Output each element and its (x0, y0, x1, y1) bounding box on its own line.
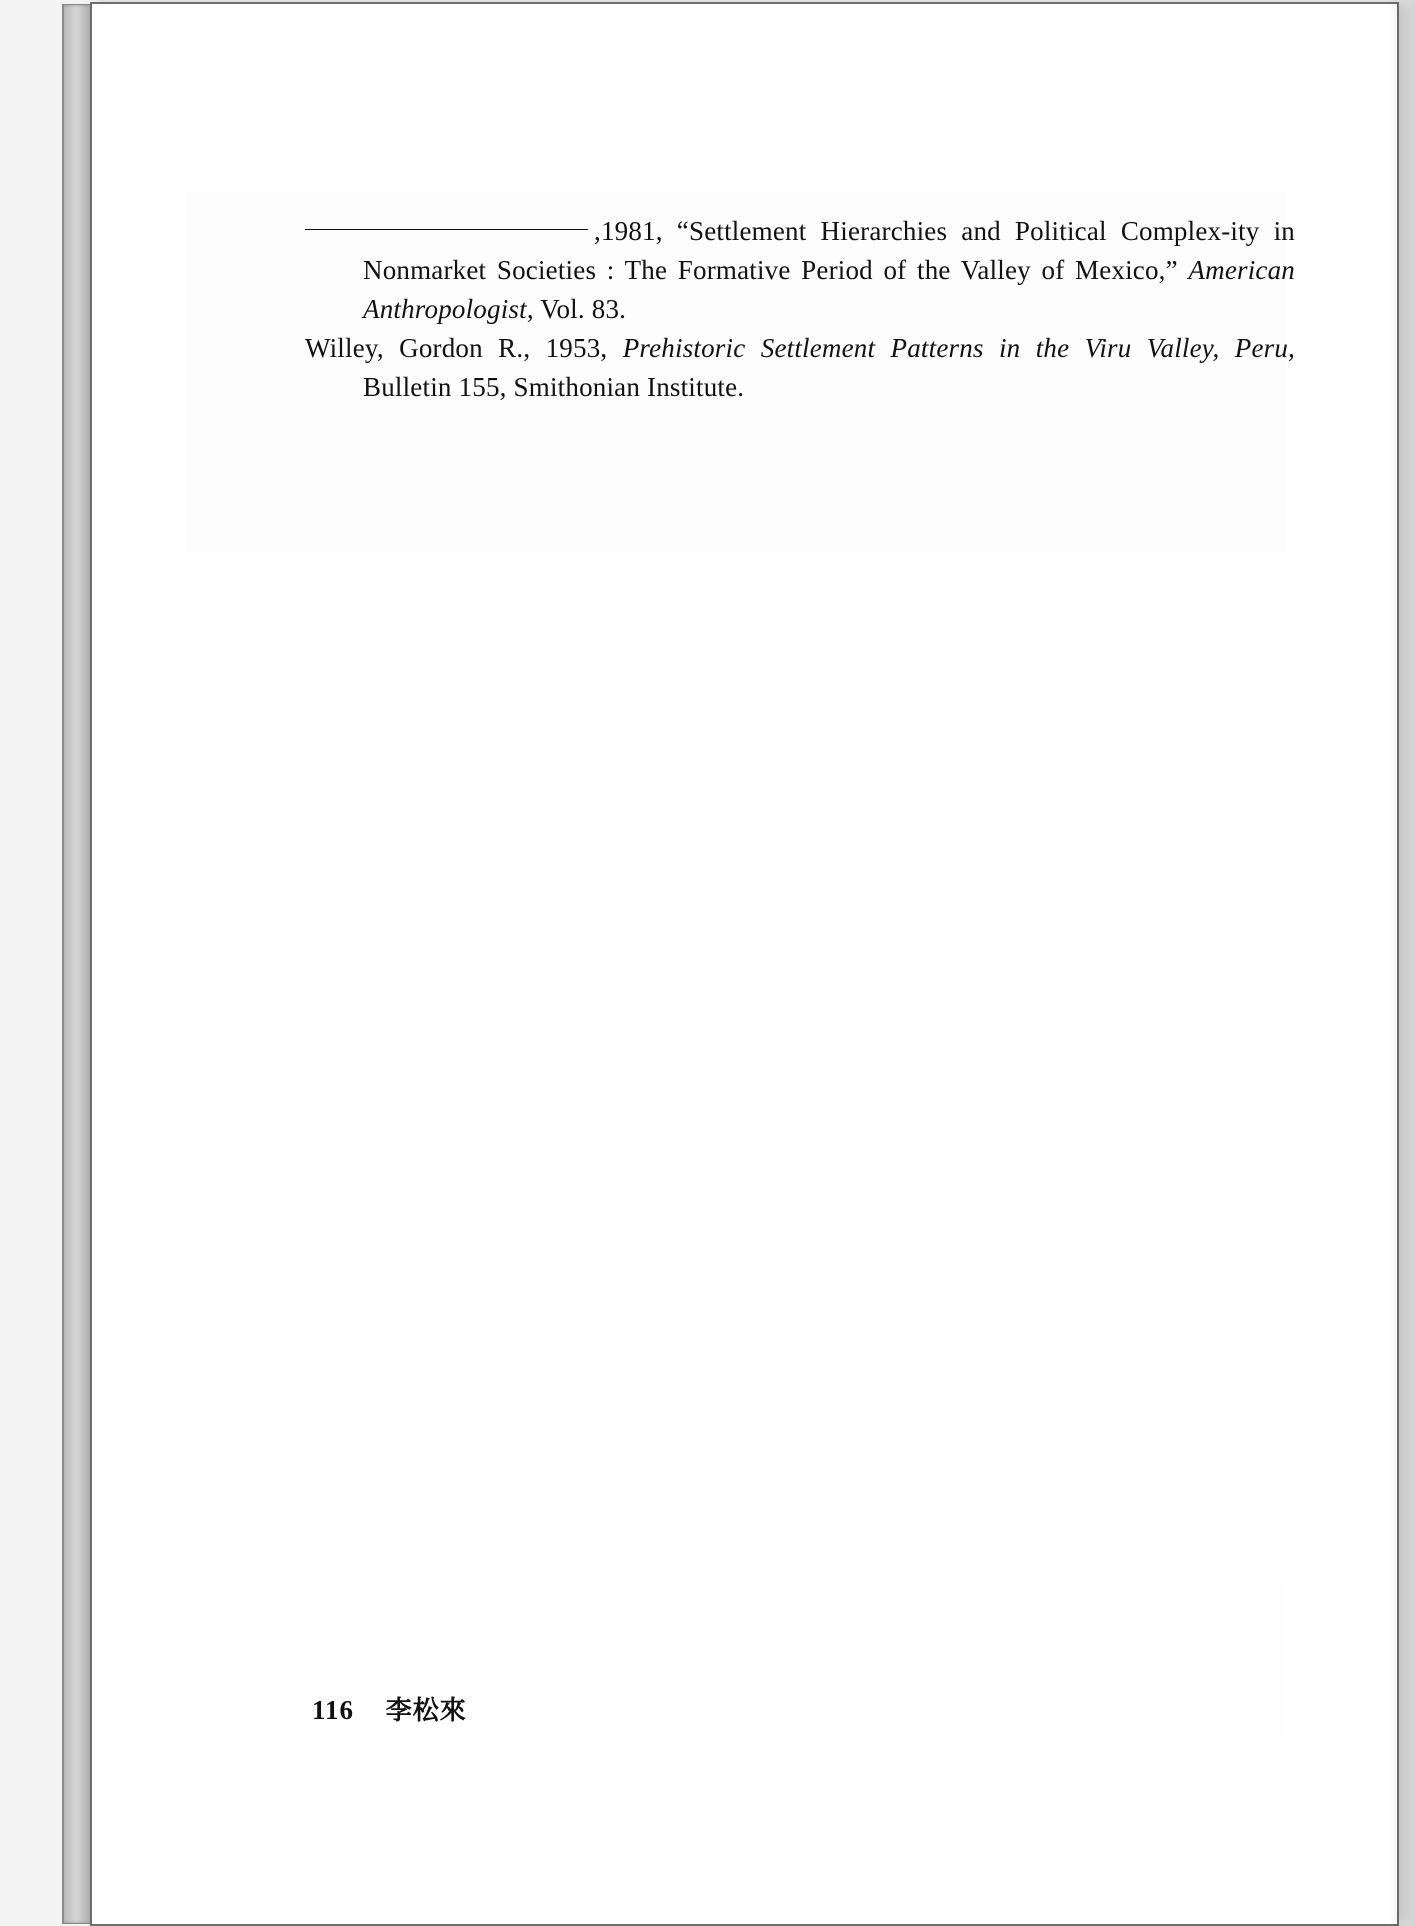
reference-list (305, 212, 1295, 407)
reference-journal-title: American Anthropologist (363, 255, 1295, 324)
reference-text-part: ,1981, “Settlement Hierarchies and Political Complex-ity in Nonmarket Societies : The Formative Period of the Valley of Mexico,” (363, 216, 1295, 285)
reference-entry (305, 212, 1295, 329)
reference-text-part: Bulletin 155, Smithonian Institute. (363, 372, 745, 402)
running-author: 李松來 (385, 1696, 467, 1726)
reference-author: Willey, Gordon R., 1953, (305, 333, 623, 363)
ditto-dash (305, 229, 588, 230)
page-edge-shadow (1389, 0, 1415, 1926)
reference-text-part: , Vol. 83. (526, 294, 627, 324)
reference-entry (305, 329, 1295, 407)
reference-book-title: Prehistoric Settlement Patterns in the Viru Valley, Peru, (622, 333, 1295, 363)
page-footer (312, 1690, 467, 1727)
page-number: 116 (312, 1695, 355, 1725)
